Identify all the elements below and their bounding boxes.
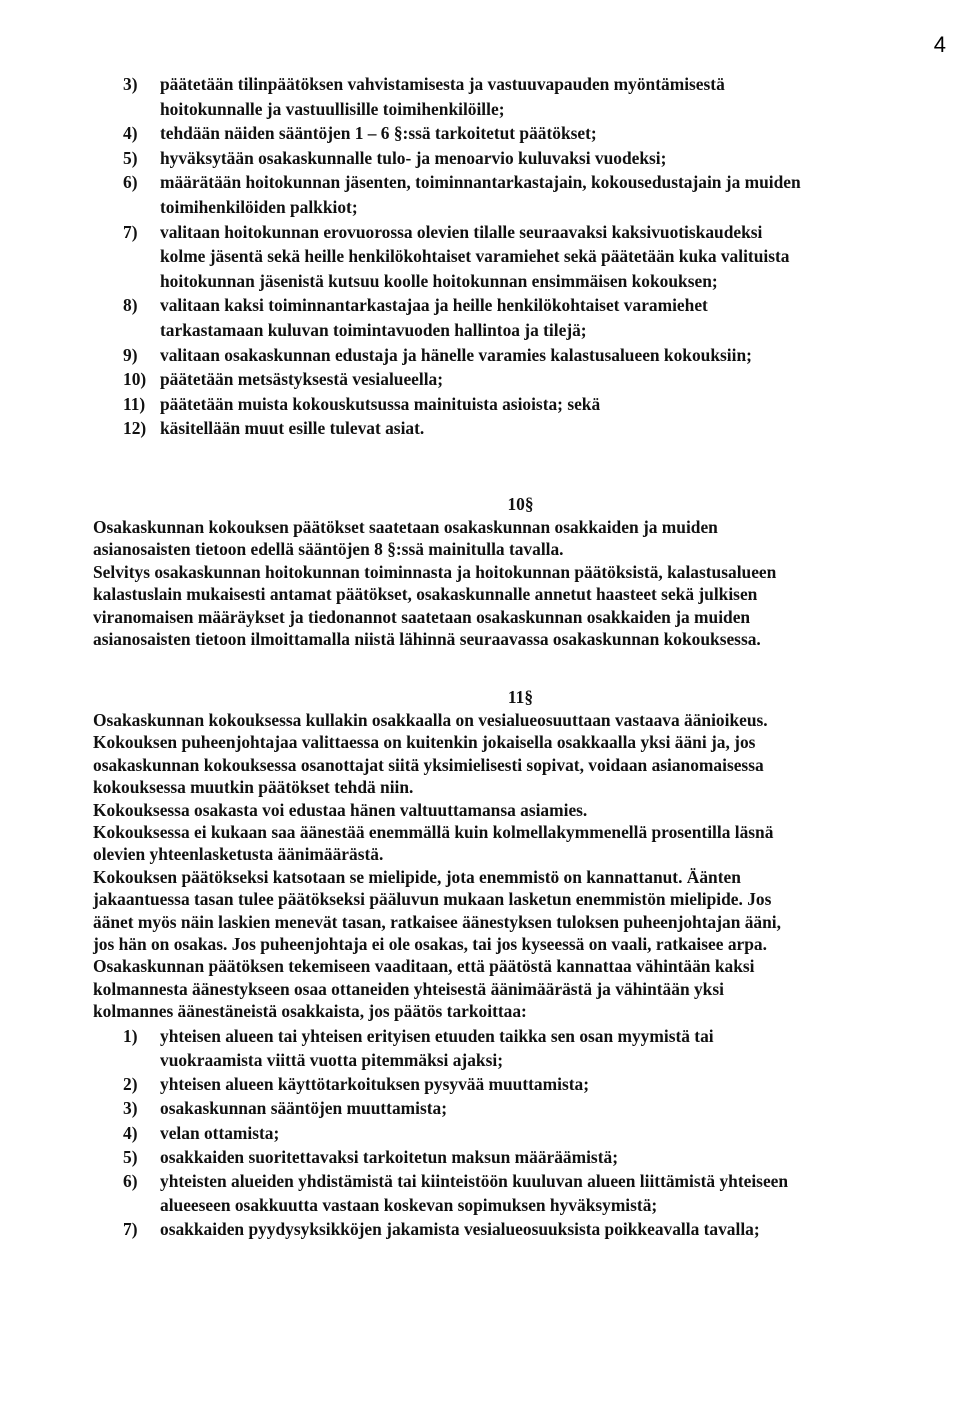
item-line: osakaskunnan sääntöjen muuttamista; xyxy=(160,1098,448,1119)
list-item xyxy=(123,1217,938,1241)
list-item xyxy=(123,72,953,121)
decision-items-list xyxy=(93,1024,938,1242)
item-line: yhteisen alueen tai yhteisen erityisen etuuden taikka sen osan myymistä tai xyxy=(160,1025,714,1046)
text-line: jakaantuessa tasan tulee päätökseksi pääluvun mukaan lasketun enemmistön mielipide. Jos xyxy=(93,889,772,910)
text-line: viranomaisen määräykset ja tiedonannot saatetaan osakaskunnan osakkaiden ja muiden xyxy=(93,606,751,627)
item-number: 11) xyxy=(123,393,146,414)
item-line: toimihenkilöiden palkkiot; xyxy=(160,196,358,217)
list-item xyxy=(123,170,953,219)
text-line: Kokouksen päätökseksi katsotaan se mielipide, jota enemmistö on kannattanut. Äänten xyxy=(93,866,741,887)
list-item xyxy=(123,1096,938,1120)
item-line: yhteisten alueiden yhdistämistä tai kiinteistöön kuuluvan alueen liittämistä yhteiseen xyxy=(160,1170,789,1191)
item-number: 4) xyxy=(123,123,138,144)
text-line: asianosaisten tietoon edellä sääntöjen 8 §:ssä mainitulla tavalla. xyxy=(93,539,564,560)
item-number: 7) xyxy=(123,221,138,242)
item-number: 2) xyxy=(123,1074,138,1095)
item-line: tarkastamaan kuluvan toimintavuoden hallintoa ja tilejä; xyxy=(160,319,587,340)
item-line: päätetään tilinpäätöksen vahvistamisesta ja vastuuvapauden myöntämisestä xyxy=(160,74,725,94)
item-line: päätetään metsästyksestä vesialueella; xyxy=(160,369,444,390)
item-number: 6) xyxy=(123,1170,138,1191)
item-line: kolme jäsentä sekä heille henkilökohtaiset varamiehet sekä päätetään kuka valituista xyxy=(160,246,790,267)
list-item xyxy=(123,146,953,171)
item-number: 4) xyxy=(123,1122,138,1143)
text-line: jos hän on osakas. Jos puheenjohtaja ei ole osakas, tai jos kyseessä on vaali, ratkaisee arpa. xyxy=(93,934,767,955)
item-line: tehdään näiden sääntöjen 1 – 6 §:ssä tarkoitetut päätökset; xyxy=(160,123,597,144)
item-line: osakkaiden suoritettavaksi tarkoitetun maksun määräämistä; xyxy=(160,1146,618,1167)
list-item xyxy=(123,416,953,441)
list-item xyxy=(123,1169,938,1217)
section-body xyxy=(93,516,938,650)
text-line: osakaskunnan kokouksessa osanottajat siitä yksimielisesti sopivat, voidaan asianomaisessa xyxy=(93,754,764,775)
section-10 xyxy=(93,492,938,650)
list-item xyxy=(123,293,953,342)
item-number: 10) xyxy=(123,369,147,390)
item-line: velan ottamista; xyxy=(160,1122,280,1143)
item-line: hoitokunnalle ja vastuullisille toimihenkilöille; xyxy=(160,98,505,119)
item-line: yhteisen alueen käyttötarkoituksen pysyvää muuttamista; xyxy=(160,1074,589,1095)
list-item xyxy=(123,1145,938,1169)
list-item xyxy=(123,1024,938,1072)
item-number: 8) xyxy=(123,295,138,316)
item-number: 5) xyxy=(123,147,138,168)
list-item xyxy=(123,367,953,392)
item-number: 3) xyxy=(123,74,138,94)
text-line: Kokouksessa osakasta voi edustaa hänen valtuuttamansa asiamies. xyxy=(93,799,588,820)
text-line: olevien yhteenlasketusta äänimäärästä. xyxy=(93,844,384,865)
item-number: 12) xyxy=(123,418,147,439)
item-line: osakkaiden pyydysyksikköjen jakamista vesialueosuuksista poikkeavalla tavalla; xyxy=(160,1219,760,1240)
item-number: 5) xyxy=(123,1146,138,1167)
item-line: valitaan hoitokunnan erovuorossa olevien tilalle seuraavaksi kaksivuotiskaudeksi xyxy=(160,221,763,242)
text-line: Osakaskunnan kokouksen päätökset saatetaan osakaskunnan osakkaiden ja muiden xyxy=(93,517,718,537)
text-line: Osakaskunnan päätöksen tekemiseen vaaditaan, että päätöstä kannattaa vähintään kaksi xyxy=(93,956,755,977)
text-line: Kokouksessa ei kukaan saa äänestää enemmällä kuin kolmellakymmenellä prosentilla läsnä xyxy=(93,822,774,843)
item-number: 3) xyxy=(123,1098,138,1119)
item-number: 7) xyxy=(123,1219,138,1240)
item-line: hoitokunnan jäsenistä kutsuu koolle hoitokunnan ensimmäisen kokouksen; xyxy=(160,270,718,291)
item-number: 1) xyxy=(123,1025,138,1046)
item-line: valitaan osakaskunnan edustaja ja hänelle varamies kalastusalueen kokouksiin; xyxy=(160,344,752,365)
list-item xyxy=(123,220,953,294)
item-number: 9) xyxy=(123,344,138,365)
page-number: 4 xyxy=(933,32,946,57)
text-line: kolmannes äänestäneistä osakkaista, jos päätös tarkoittaa: xyxy=(93,1001,527,1022)
list-item xyxy=(123,343,953,368)
text-line: Selvitys osakaskunnan hoitokunnan toiminnasta ja hoitokunnan päätöksistä, kalastusalueen xyxy=(93,561,777,582)
list-item xyxy=(123,392,953,417)
text-line: asianosaisten tietoon ilmoittamalla niistä lähinnä seuraavassa osakaskunnan kokouksessa. xyxy=(93,629,761,650)
item-line: hyväksytään osakaskunnalle tulo- ja menoarvio kuluvaksi vuodeksi; xyxy=(160,147,667,168)
list-item xyxy=(123,1072,938,1096)
item-line: päätetään muista kokouskutsussa mainituista asioista; sekä xyxy=(160,393,601,414)
text-line: kokouksessa muutkin päätökset tehdä niin. xyxy=(93,777,414,798)
item-line: vuokraamista viittä vuotta pitemmäksi ajaksi; xyxy=(160,1049,503,1070)
text-line: äänet myös näin laskien menevät tasan, ratkaisee äänestyksen tuloksen puheenjohtajan ääni, xyxy=(93,911,781,932)
item-line: alueeseen osakkuutta vastaan koskevan sopimuksen hyväksymistä; xyxy=(160,1195,658,1216)
text-line: Osakaskunnan kokouksessa kullakin osakkaalla on vesialueosuuttaan vastaava äänioikeus. xyxy=(93,710,768,730)
item-line: valitaan kaksi toiminnantarkastajaa ja heille henkilökohtaiset varamiehet xyxy=(160,295,708,316)
item-line: määrätään hoitokunnan jäsenten, toiminnantarkastajain, kokousedustajain ja muiden xyxy=(160,172,801,193)
section-11 xyxy=(93,685,938,1242)
text-line: Kokouksen puheenjohtajaa valittaessa on kuitenkin jokaisella osakkaalla yksi ääni ja, jos xyxy=(93,732,756,753)
section-body xyxy=(93,709,938,1023)
list-item xyxy=(123,1121,938,1145)
text-line: kolmannesta äänestykseen osaa ottaneiden yhteisestä äänimäärästä ja vähintään yksi xyxy=(93,978,724,999)
text-line: kalastuslain mukaisesti antamat päätökset, osakaskunnalle annetut haasteet sekä julkisen xyxy=(93,584,758,605)
item-number: 6) xyxy=(123,172,138,193)
meeting-agenda-list xyxy=(123,72,953,441)
item-line: käsitellään muut esille tulevat asiat. xyxy=(160,418,425,439)
section-title: 11§ xyxy=(507,687,534,707)
list-item xyxy=(123,121,953,146)
section-title: 10§ xyxy=(507,494,534,514)
